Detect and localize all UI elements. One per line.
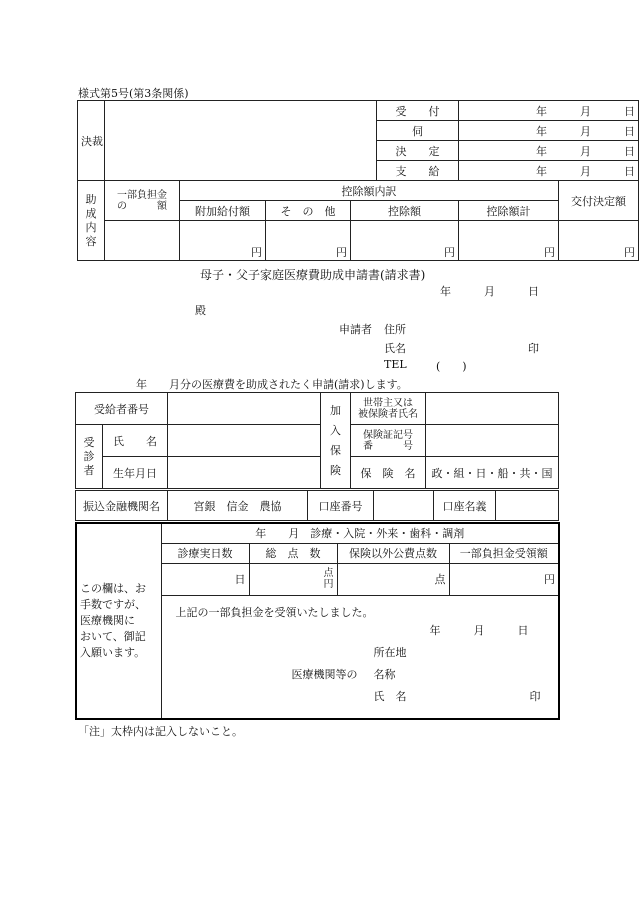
hoken-kigo-line1: 保険証記号 [363,429,413,441]
bank-types[interactable]: 宮銀 信金 農協 [168,491,308,521]
kessai-row-label: 伺 [377,121,459,141]
hoken-types[interactable]: 政・組・日・船・共・国 [426,457,559,489]
hoken-kigo-label [351,425,426,457]
josei-ichibu-header [105,181,180,221]
person-name-label: 氏 名 [373,689,407,703]
medical-table [75,522,560,720]
hoken-mei-label: 保 険 名 [351,457,426,489]
medical-col-days: 診療実日数 [161,543,249,563]
points-input[interactable] [249,563,337,595]
ichibu-received-input[interactable] [449,563,559,595]
medical-col-points: 総 点 数 [249,543,337,563]
receipt-text: 上記の一部負担金を受領いたしました。 [175,605,374,619]
kessai-row-label: 受 付 [377,101,459,121]
medical-seal: 印 [529,689,541,703]
kanyu-hoken-text: 加入保険 [330,403,341,477]
yen-label: 円 [251,246,262,259]
yen-label: 円 [336,246,347,259]
kessai-row-label: 決 定 [377,141,459,161]
kojo-header: 控除額内訳 [180,181,559,201]
side-note-line: 医療機関に [80,614,135,627]
bank-table [75,490,559,521]
jushinsha-text: 受診者 [83,435,95,477]
unit-label: 円 [323,579,334,590]
medical-col-ichibu: 一部負担金受領額 [449,543,559,563]
bank-label: 振込金融機関名 [76,491,168,521]
unit-label: 点 [434,573,446,586]
account-name-input[interactable] [496,491,559,521]
hoken-kigo-line2: 番 号 [363,440,413,452]
kessai-table [77,100,639,261]
applicant-seal: 印 [528,342,539,355]
kessai-label-text: 決裁 [81,134,103,148]
yen-label: 円 [624,246,636,259]
org-label: 医療機関等の [291,667,358,681]
kessai-row-date[interactable]: 年 月 日 [459,161,639,181]
ichibu-header-line2: の 額 [117,200,167,212]
side-note-line: 手数ですが、 [80,598,146,611]
kojo-col-kojogaku: 控除額 [351,201,459,221]
account-no-label: 口座番号 [308,491,374,521]
applicant-name-label: 氏名 [384,342,406,355]
applicant-label: 申請者 [339,323,372,336]
side-note-line: おいて、御記 [80,630,146,643]
sonota-input[interactable] [266,221,351,261]
side-note-line: 入願います。 [80,646,146,659]
kessai-row-date[interactable]: 年 月 日 [459,121,639,141]
yen-label: 円 [444,246,456,259]
setainushi-line1: 世帯主又は [363,397,413,409]
yen-label: 円 [544,246,556,259]
unit-label: 円 [544,573,555,586]
form-id: 様式第5号(第3条関係) [78,87,189,100]
receipt-box[interactable] [161,595,559,719]
days-input[interactable] [161,563,249,595]
jushinsha-label [76,425,103,489]
kessai-label [78,101,105,181]
kojo-col-fuka: 附加給付額 [180,201,266,221]
medical-col-kohi: 保険以外公費点数 [337,543,449,563]
kojo-col-kei: 控除額計 [459,201,559,221]
unit-label: 日 [234,573,246,586]
application-date[interactable]: 年 月 日 [440,285,539,298]
kojogaku-input[interactable] [351,221,459,261]
jukyu-no-label: 受給者番号 [76,393,168,425]
kessai-row-date[interactable]: 年 月 日 [459,101,639,121]
medical-side-note [76,523,161,719]
kofu-input[interactable] [559,221,639,261]
kessai-row-label: 支 給 [377,161,459,181]
org-address-label: 所在地 [373,645,407,659]
kanyu-hoken-label [321,393,351,489]
fuka-input[interactable] [180,221,266,261]
side-note-line: この欄は、お [80,582,146,595]
kohi-input[interactable] [337,563,449,595]
applicant-address-label: 住所 [384,323,406,336]
josei-label-text: 助成内容 [85,192,97,248]
setainushi-label [351,393,426,425]
josei-label [78,181,105,261]
shimei-input[interactable] [168,425,321,457]
setainushi-input[interactable] [426,393,559,425]
account-no-input[interactable] [374,491,434,521]
receipt-date[interactable]: 年 月 日 [429,623,529,637]
kofu-header: 交付決定額 [559,181,639,221]
kessai-row-date[interactable]: 年 月 日 [459,141,639,161]
account-name-label: 口座名義 [434,491,496,521]
patient-table [75,392,559,489]
hoken-kigo-input[interactable] [426,425,559,457]
medical-header: 年 月 診療・入院・外来・歯科・調剤 [161,523,559,543]
setainushi-line2: 被保険者氏名 [358,408,418,420]
applicant-tel-paren[interactable]: ( ) [436,360,467,373]
shimei-label: 氏 名 [103,425,168,457]
footnote: 「注」太枠内は記入しないこと。 [78,725,243,738]
dono-label: 殿 [195,304,206,317]
kojo-kei-input[interactable] [459,221,559,261]
ichibu-header-line1: 一部負担金 [117,189,167,201]
org-name-label: 名称 [373,667,396,681]
jukyu-no-input[interactable] [168,393,321,425]
form-title: 母子・父子家庭医療費助成申請書(請求書) [200,268,426,282]
seinengappi-input[interactable] [168,457,321,489]
unit-label: 点 [323,568,334,579]
kojo-col-sonota: そ の 他 [266,201,351,221]
seinengappi-label: 生年月日 [103,457,168,489]
request-text: 年 月分の医療費を助成されたく申請(請求)します。 [136,378,408,391]
ichibu-input[interactable] [105,221,180,261]
kessai-stamp-area[interactable] [105,101,377,181]
applicant-tel-label: TEL [384,358,407,371]
